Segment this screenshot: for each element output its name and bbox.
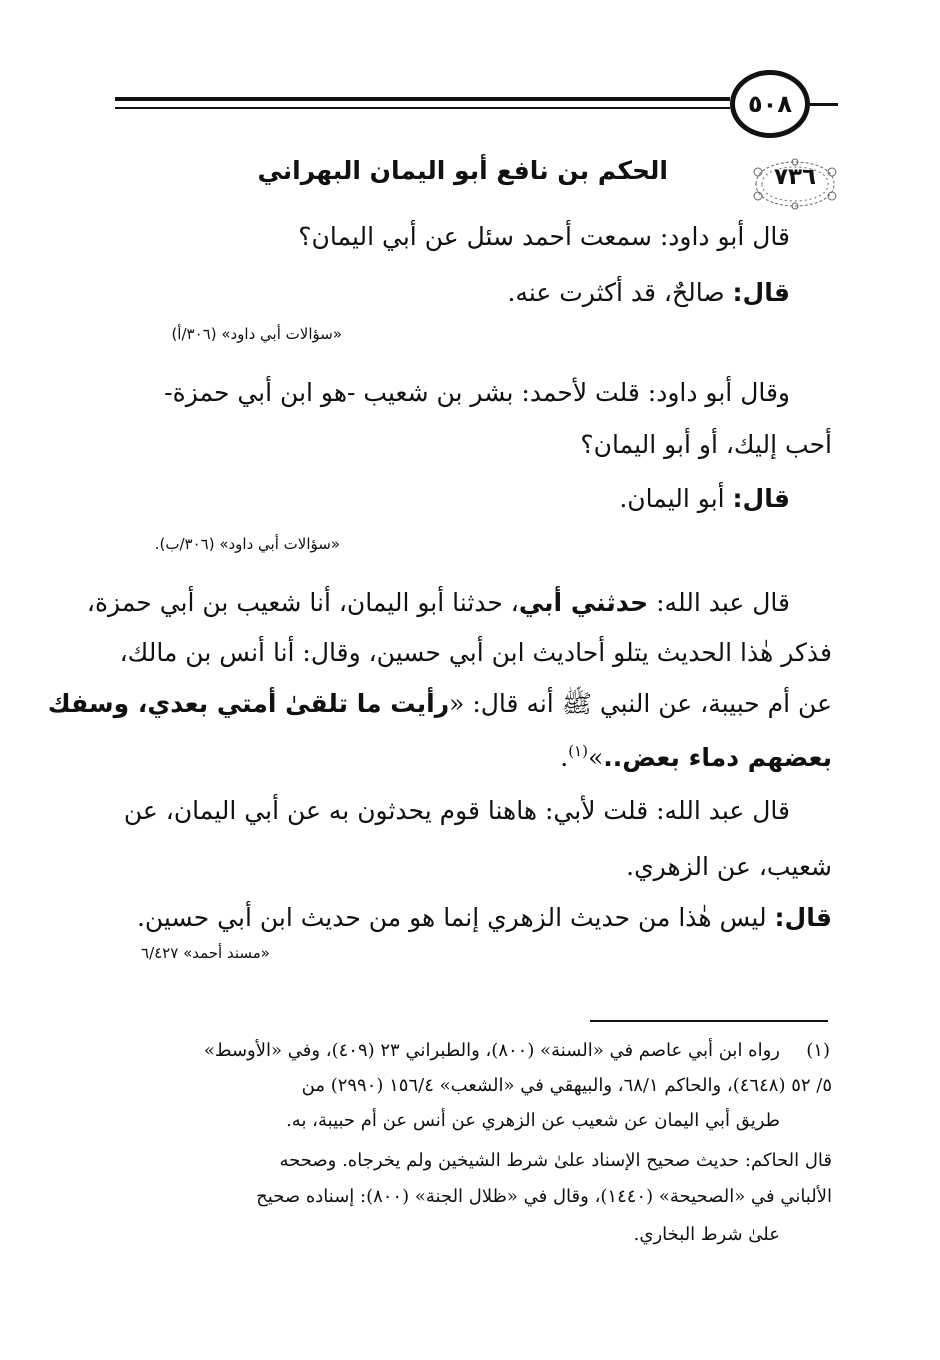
source-citation: «مسند أحمد» ٦/٤٢٧ (141, 944, 270, 962)
footnote-line: قال الحاكم: حديث صحيح الإسناد علىٰ شرط الشيخين ولم يخرجاه. وصححه (279, 1150, 832, 1171)
entry-number: ٧٣٦ (773, 164, 817, 190)
text-line (87, 588, 790, 617)
footnote-line: علىٰ شرط البخاري. (633, 1224, 780, 1245)
text-line: شعيب، عن الزهري. (626, 852, 832, 881)
header-rule-thin (115, 107, 730, 109)
footnote-separator (590, 1020, 828, 1022)
footnote-ref[interactable]: (١) (568, 742, 588, 760)
text-span: ، حدثنا أبو اليمان، أنا شعيب بن أبي حمزة، (86, 588, 519, 617)
text-line (507, 278, 790, 307)
header-rule-thick (115, 97, 730, 101)
text-span: قال عبد الله: (648, 588, 790, 617)
text-line (619, 484, 790, 513)
text-line: قال أبو داود: سمعت أحمد سئل عن أبي اليمان؟ (298, 222, 790, 251)
narration-bold: حدثني أبي (518, 588, 649, 617)
text-span: أبو اليمان. (619, 484, 733, 513)
hadith-text: بعضهم دماء بعض.. (603, 743, 832, 772)
text-line: وقال أبو داود: قلت لأحمد: بشر بن شعيب -هو ابن أبي حمزة- (164, 378, 790, 407)
text-line (560, 742, 832, 772)
entry-number-ornament (748, 158, 842, 210)
hadith-text: رأيت ما تلقىٰ أمتي بعدي، وسفك (47, 689, 450, 718)
text-line: فذكر هٰذا الحديث يتلو أحاديث ابن أبي حسين، وقال: أنا أنس بن مالك، (119, 638, 832, 667)
text-line (48, 688, 832, 725)
text-span: صالحٌ، قد أكثرت عنه. (507, 278, 733, 307)
source-citation: «سؤالات أبي داود» (٣٠٦/ب). (154, 535, 340, 553)
text-line: قال عبد الله: قلت لأبي: هاهنا قوم يحدثون به عن أبي اليمان، عن (123, 796, 790, 825)
source-citation: «سؤالات أبي داود» (٣٠٦/أ) (171, 325, 342, 343)
speaker-label: قال: (732, 278, 790, 307)
text-span: . (560, 743, 569, 772)
page-number: ٥٠٨ (730, 70, 810, 138)
footnote-line: طريق أبي اليمان عن شعيب عن الزهري عن أنس عن أم حبيبة، به. (286, 1110, 780, 1131)
text-span: » (587, 743, 604, 772)
text-line: أحب إليك، أو أبو اليمان؟ (580, 430, 832, 459)
speaker-label: قال: (774, 903, 832, 932)
footnote-line: الألباني في «الصحيحة» (١٤٤٠)، وقال في «ظلال الجنة» (٨٠٠): إسناده صحيح (256, 1186, 832, 1207)
footnote-line: رواه ابن أبي عاصم في «السنة» (٨٠٠)، والطبراني ٢٣ (٤٠٩)، وفي «الأوسط» (203, 1040, 780, 1061)
entry-title: الحكم بن نافع أبو اليمان البهراني (257, 156, 668, 185)
speaker-label: قال: (732, 484, 790, 513)
footnote-marker: (١) (806, 1040, 830, 1061)
footnote-line: ٥/ ٥٢ (٤٦٤٨)، والحاكم ٦٨/١، والبيهقي في «الشعب» ١٥٦/٤ (٢٩٩٠) من (301, 1075, 832, 1096)
header-rule-right (810, 103, 838, 106)
text-line (137, 903, 832, 932)
text-span: عن أم حبيبة، عن النبي ﷺ أنه قال: « (449, 689, 832, 718)
text-span: ليس هٰذا من حديث الزهري إنما هو من حديث ابن أبي حسين. (136, 903, 775, 932)
